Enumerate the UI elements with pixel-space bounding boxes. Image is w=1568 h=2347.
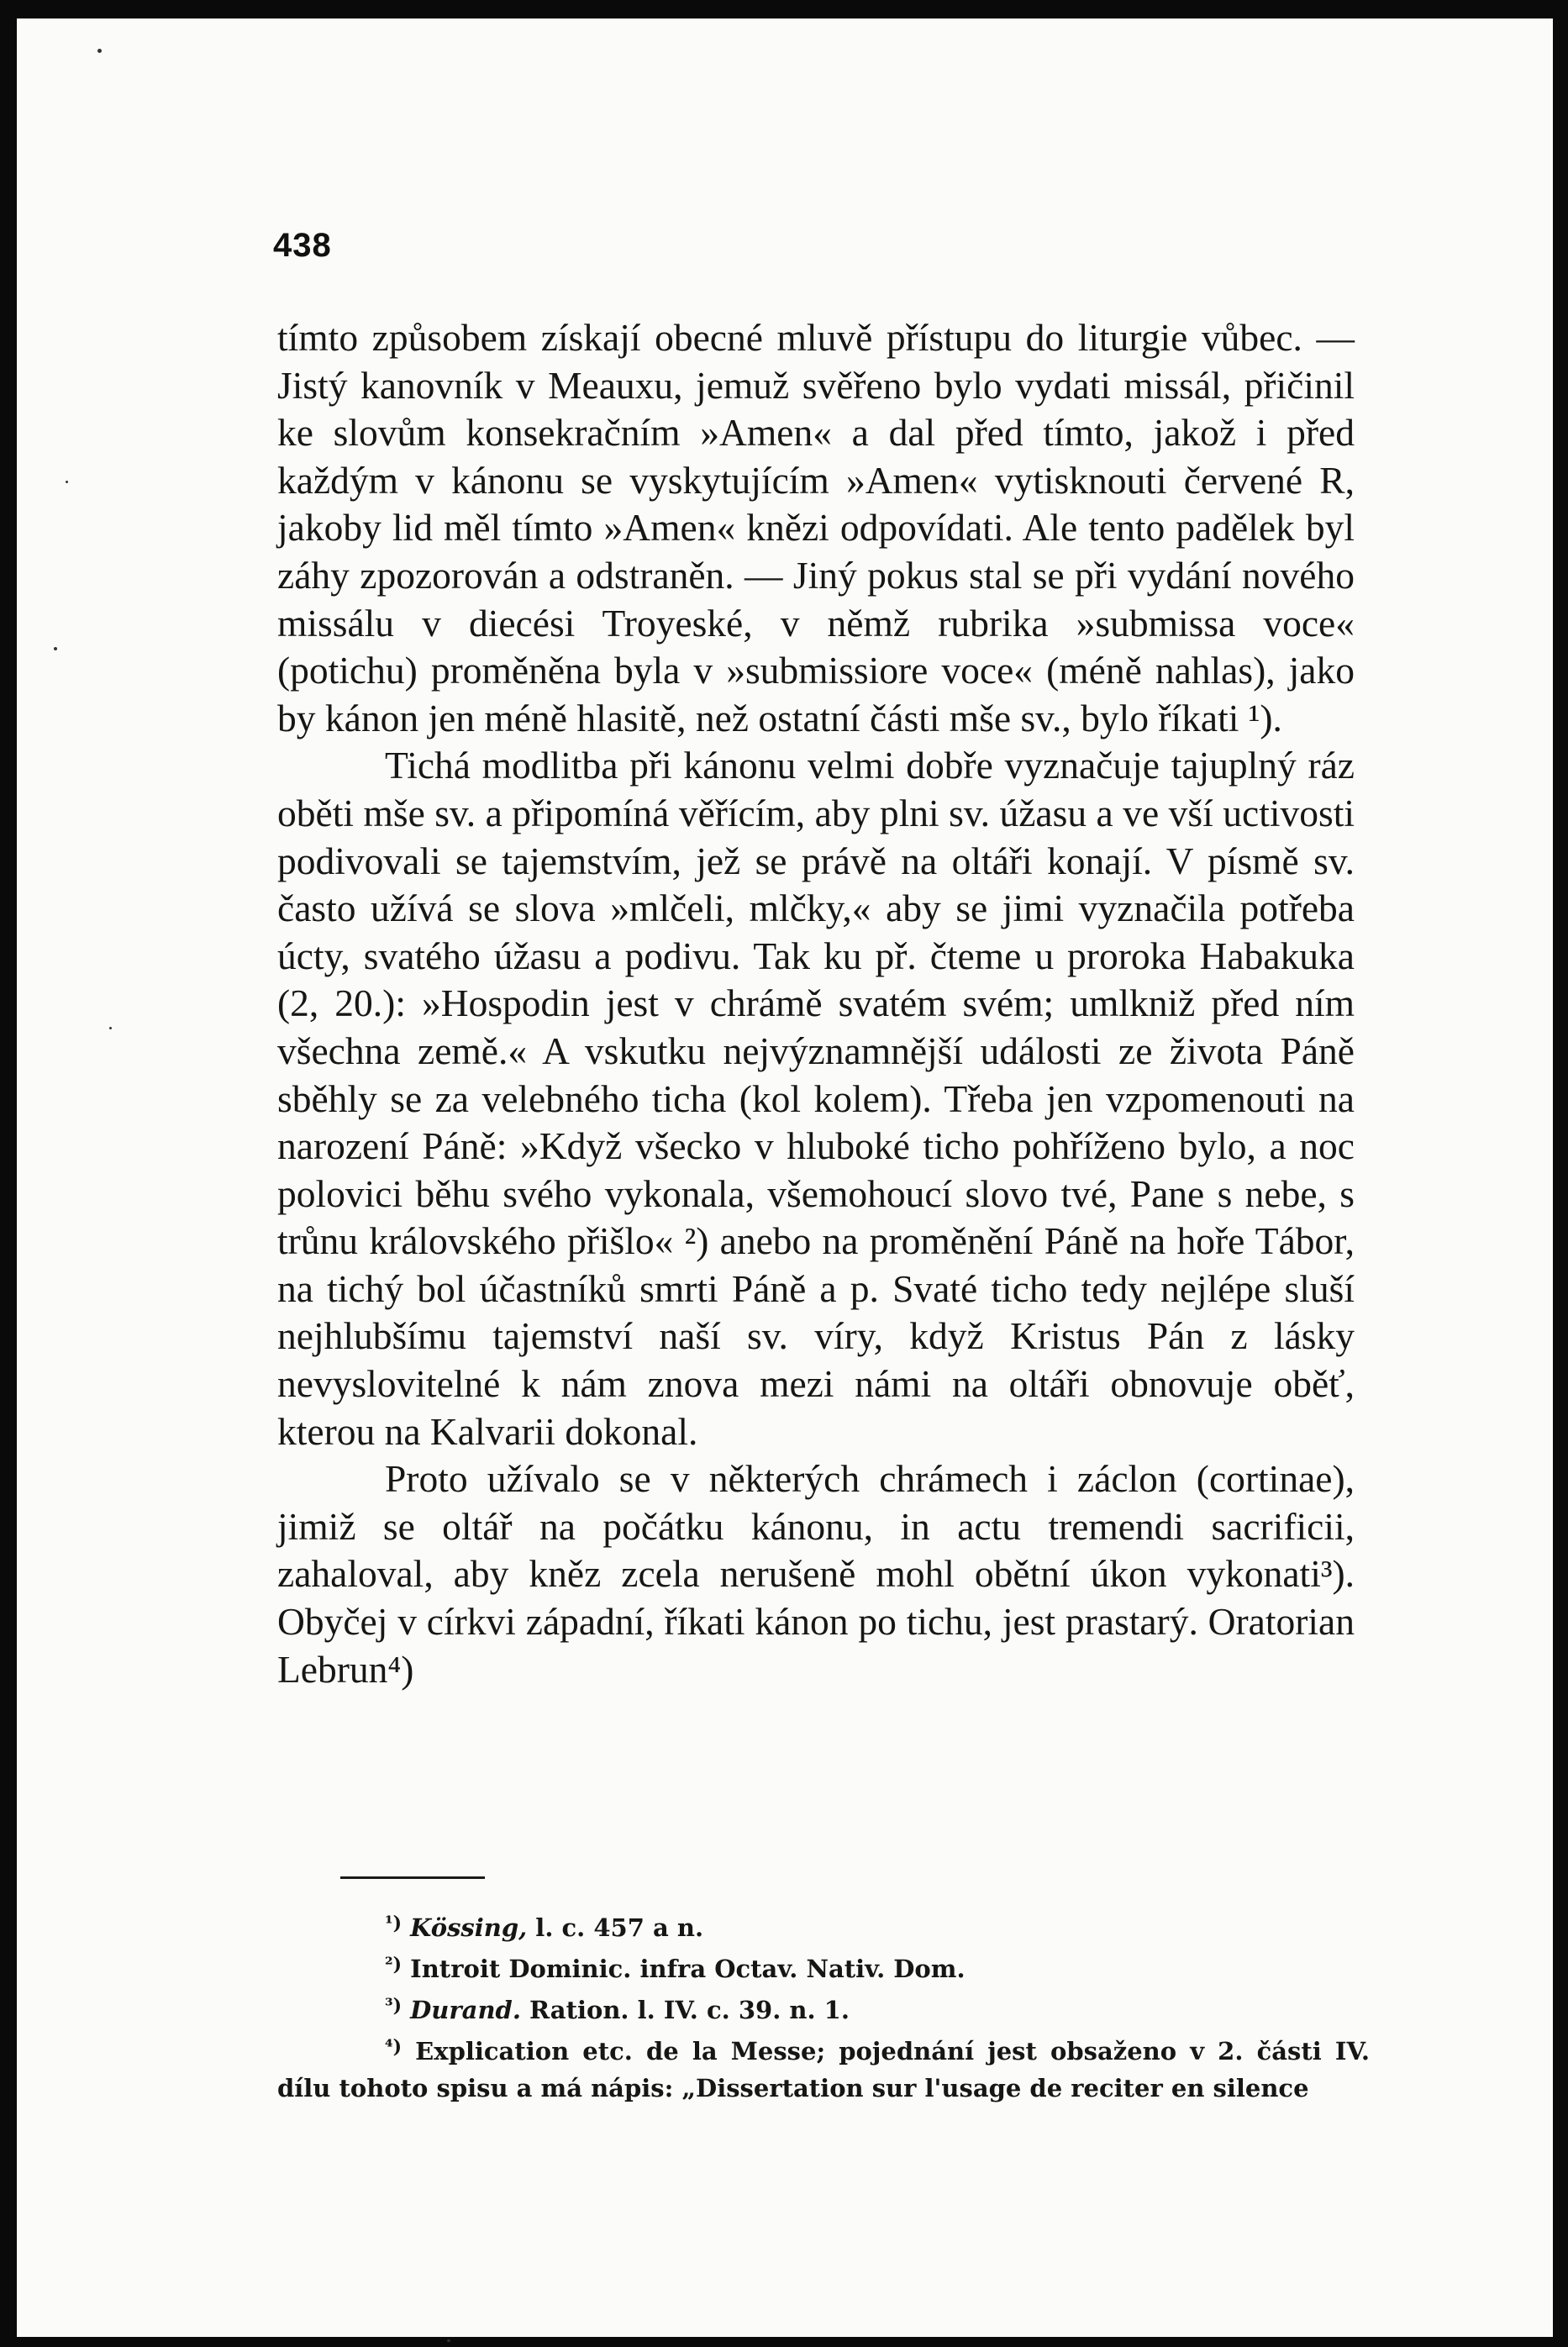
footnote-mark: ⁴) (385, 2036, 403, 2058)
paragraph-3: Proto užívalo se v některých chrámech i záclon (cortinae), jimiž se oltář na počátku kánonu, in actu tremendi sacrificii, zahaloval, aby kněz zcela nerušeně mohl obětní úkon vykonati³). Obyčej v církvi západní, říkati kánon po tichu, jest prastarý. Oratorian Lebrun⁴) (277, 1457, 1355, 1691)
footnote-lead: Durand. (410, 1996, 521, 2024)
footnote-text: Introit Dominic. infra Octav. Nativ. Dom. (410, 1955, 966, 1983)
scan-speck (97, 49, 102, 53)
scan-speck (66, 481, 68, 483)
footnote-2 (277, 1946, 1370, 1987)
footnote-1 (277, 1905, 1370, 1946)
scan-speck (447, 2339, 450, 2342)
footnote-mark: ²) (385, 1954, 403, 1976)
page-number: 438 (273, 227, 332, 264)
footnote-text: Ration. l. IV. c. 39. n. 1. (520, 1996, 850, 2024)
footnotes (277, 1905, 1370, 2107)
paragraph-2: Tichá modlitba při kánonu velmi dobře vyznačuje tajuplný ráz oběti mše sv. a připomíná věřícím, aby plni sv. úžasu a ve vší uctivosti podivovali se tajemstvím, jež se právě na oltáři konají. V písmě sv. často užívá se slova »mlčeli, mlčky,« aby se jimi vyznačila potřeba úcty, svatého úžasu a podivu. Tak ku př. čteme u proroka Habakuka (2, 20.): »Hospodin jest v chrámě svatém svém; umlkniž před ním všechna země.« A vskutku nejvýznamnější události ze života Páně sběhly se za velebného ticha (kol kolem). Třeba jen vzpomenouti na narození Páně: »Když všecko v hluboké ticho pohříženo bylo, a noc polovici běhu svého vykonala, všemohoucí slovo tvé, Pane s nebe, s trůnu královského přišlo« ²) anebo na proměnění Páně na hoře Tábor, na tichý bol účastníků smrti Páně a p. Svaté ticho tedy nejlépe sluší nejhlubšímu tajemství naší sv. víry, když Kristus Pán z lásky nevyslovitelné k nám znova mezi námi na oltáři obnovuje oběť, kterou na Kalvarii dokonal. (277, 744, 1355, 1453)
footnote-3 (277, 1987, 1370, 2029)
footnote-mark: ³) (385, 1995, 403, 2017)
footnote-separator (340, 1876, 485, 1879)
footnote-mark: ¹) (385, 1913, 403, 1934)
footnote-4 (277, 2029, 1370, 2107)
body-text (277, 314, 1355, 1693)
scan-speck (109, 1027, 112, 1029)
paragraph-1: tímto způsobem získají obecné mluvě přístupu do liturgie vůbec. — Jistý kanovník v Meauxu, jemuž svěřeno bylo vydati missál, přičinil ke slovům konsekračním »Amen« a dal před tímto, jakož i před každým v kánonu se vyskytujícím »Amen« vytisknouti červené R, jakoby lid měl tímto »Amen« knězi odpovídati. Ale tento padělek byl záhy zpozorován a odstraněn. — Jiný pokus stal se při vydání nového missálu v diecési Troyeské, v němž rubrika »submissa voce« (potichu) proměněna byla v »submissiore voce« (méně nahlas), jako by kánon jen méně hlasitě, než ostatní části mše sv., bylo říkati ¹). (277, 316, 1355, 739)
footnote-lead: Kössing, (410, 1913, 528, 1942)
footnote-text: Explication etc. de la Messe; pojednání jest obsaženo v 2. části IV. dílu tohoto spisu a má nápis: „Dissertation sur l'usage de reciter en silence (277, 2037, 1370, 2102)
footnote-text: l. c. 457 a n. (527, 1913, 704, 1942)
scan-speck (54, 647, 57, 650)
